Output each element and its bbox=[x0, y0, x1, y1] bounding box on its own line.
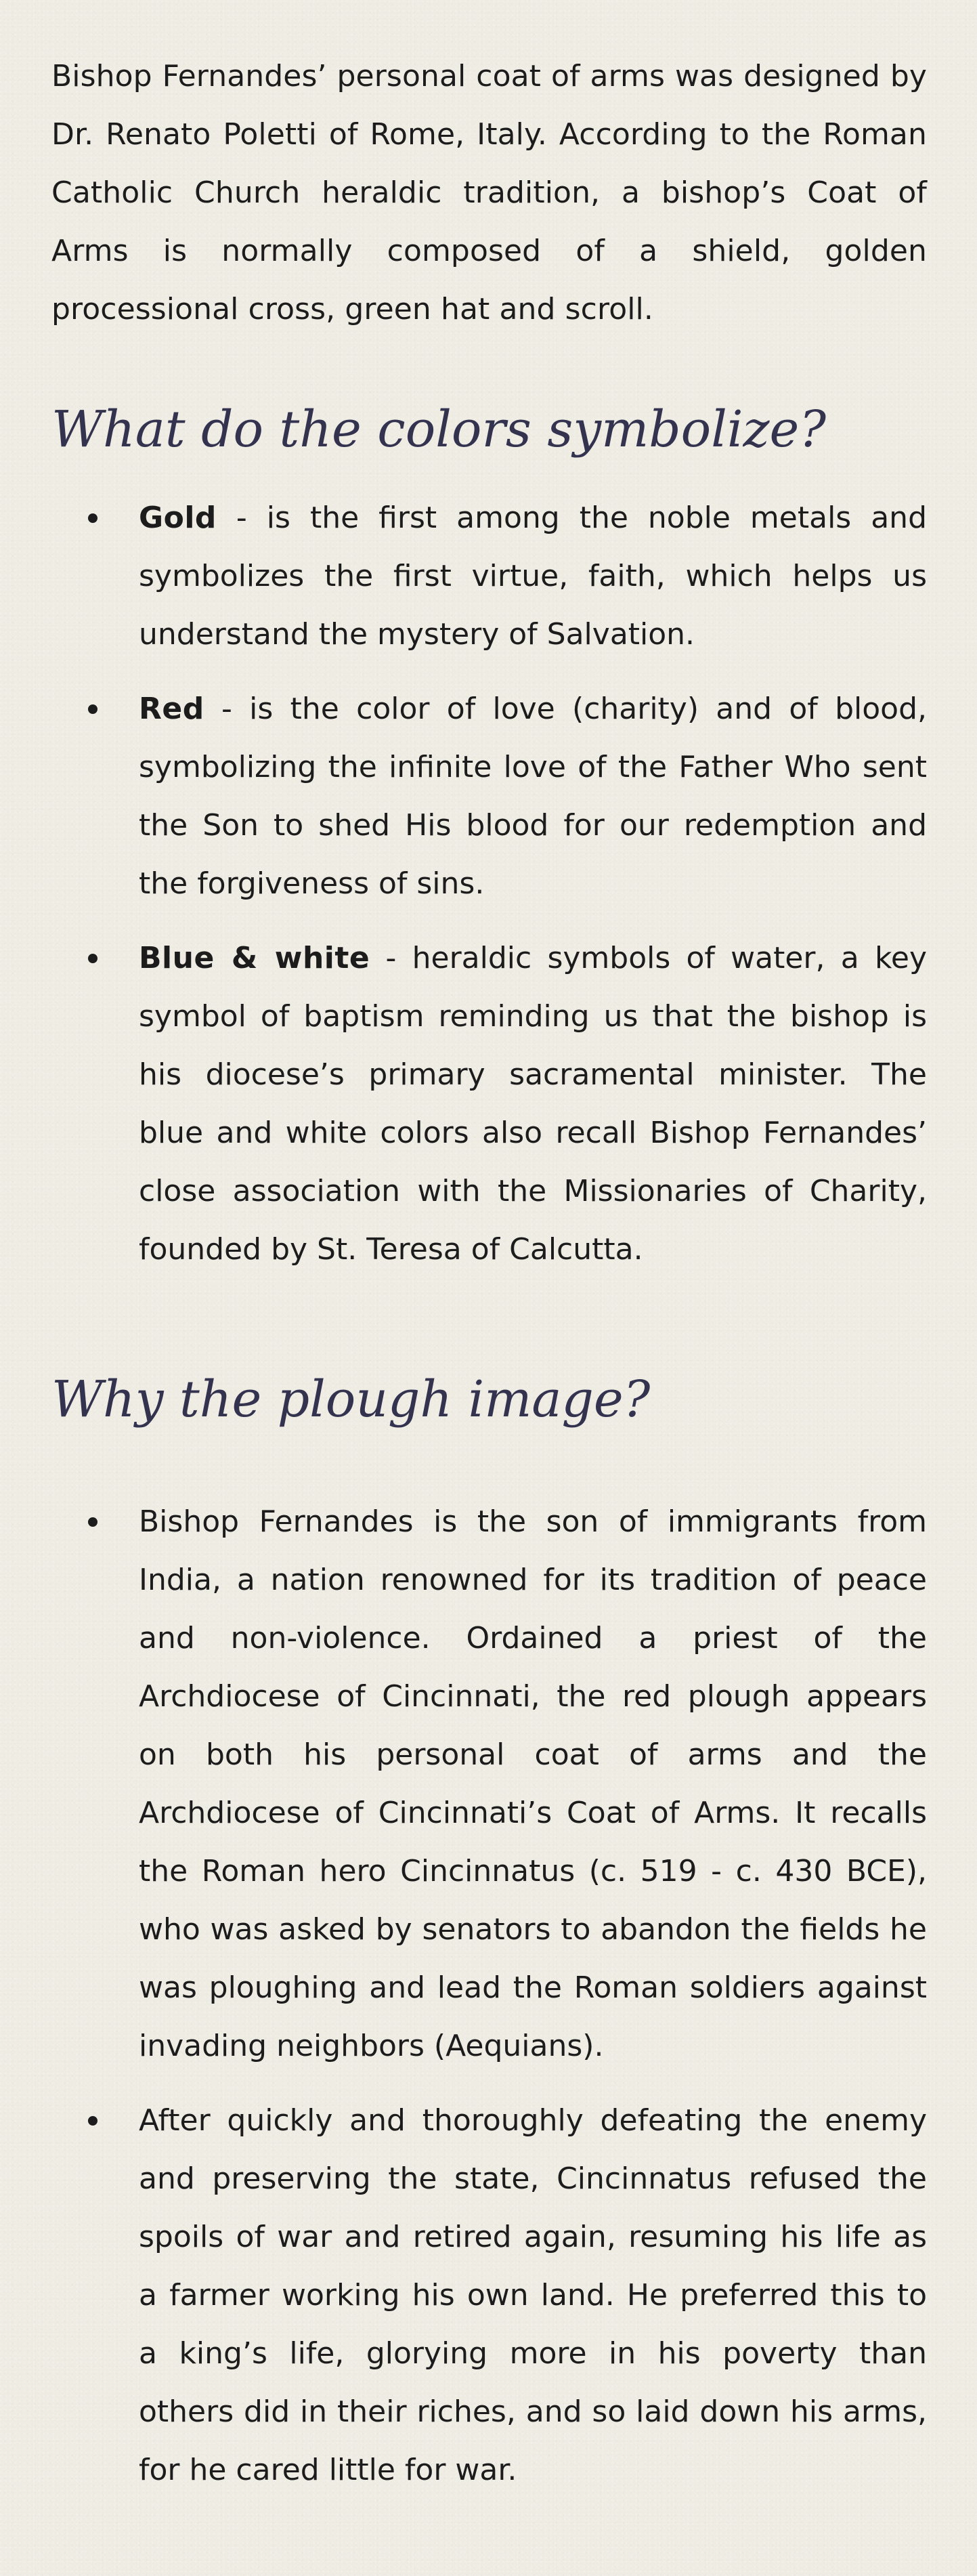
plough-list bbox=[51, 1493, 927, 2499]
intro-paragraph: Bishop Fernandes’ personal coat of arms was designed by Dr. Renato Poletti of Rome, Italy. According to the Roman Catholic Church heraldic tradition, a bishop’s Coat of Arms is normally composed of a shield, golden processional cross, green hat and scroll. bbox=[51, 59, 927, 326]
list-item-red bbox=[51, 680, 927, 913]
bullet-icon bbox=[88, 704, 97, 714]
list-item-immigrants bbox=[51, 1493, 927, 2075]
bullet-icon bbox=[88, 2116, 97, 2126]
desc-immigrants: Bishop Fernandes is the son of immigrants from India, a nation renowned for its tradition of peace and non-violence. Ordained a priest of the Archdiocese of Cincinnati, the red plough appears on both his personal coat of arms and the Archdiocese of Cincinnati’s Coat of Arms. It recalls the Roman hero Cincinnatus (c. 519 - c. 430 BCE), who was asked by senators to abandon the fields he was ploughing and lead the Roman soldiers against invading neighbors (Aequians). bbox=[139, 1504, 927, 2063]
colors-list bbox=[51, 489, 927, 1279]
bullet-icon bbox=[88, 1517, 97, 1527]
bullet-icon bbox=[88, 954, 97, 963]
list-item-cincinnatus bbox=[51, 2092, 927, 2499]
desc-red: - is the color of love (charity) and of blood, symbolizing the infinite love of the Father Who sent the Son to shed His blood for our redemption and the forgiveness of sins. bbox=[139, 692, 927, 901]
plough-heading: Why the plough image? bbox=[51, 1370, 651, 1429]
list-item-gold bbox=[51, 489, 927, 664]
bullet-icon bbox=[88, 513, 97, 523]
term-blue-white: Blue & white bbox=[139, 941, 370, 975]
desc-gold: - is the first among the noble metals and symbolizes the first virtue, faith, which helps us understand the mystery of Salvation. bbox=[139, 501, 927, 652]
desc-blue-white: - heraldic symbols of water, a key symbol of baptism reminding us that the bishop is his diocese’s primary sacramental minister. The blue and white colors also recall Bishop Fernandes’ close association with the Missionaries of Charity, founded by St. Teresa of Calcutta. bbox=[139, 941, 927, 1267]
desc-cincinnatus: After quickly and thoroughly defeating the enemy and preserving the state, Cincinnatus refused the spoils of war and retired again, resuming his life as a farmer working his own land. He preferred this to a king’s life, glorying more in his poverty than others did in their riches, and so laid down his arms, for he cared little for war. bbox=[139, 2103, 927, 2487]
term-gold: Gold bbox=[139, 501, 217, 535]
list-item-blue-white bbox=[51, 929, 927, 1279]
colors-heading: What do the colors symbolize? bbox=[51, 400, 827, 459]
term-red: Red bbox=[139, 692, 204, 726]
